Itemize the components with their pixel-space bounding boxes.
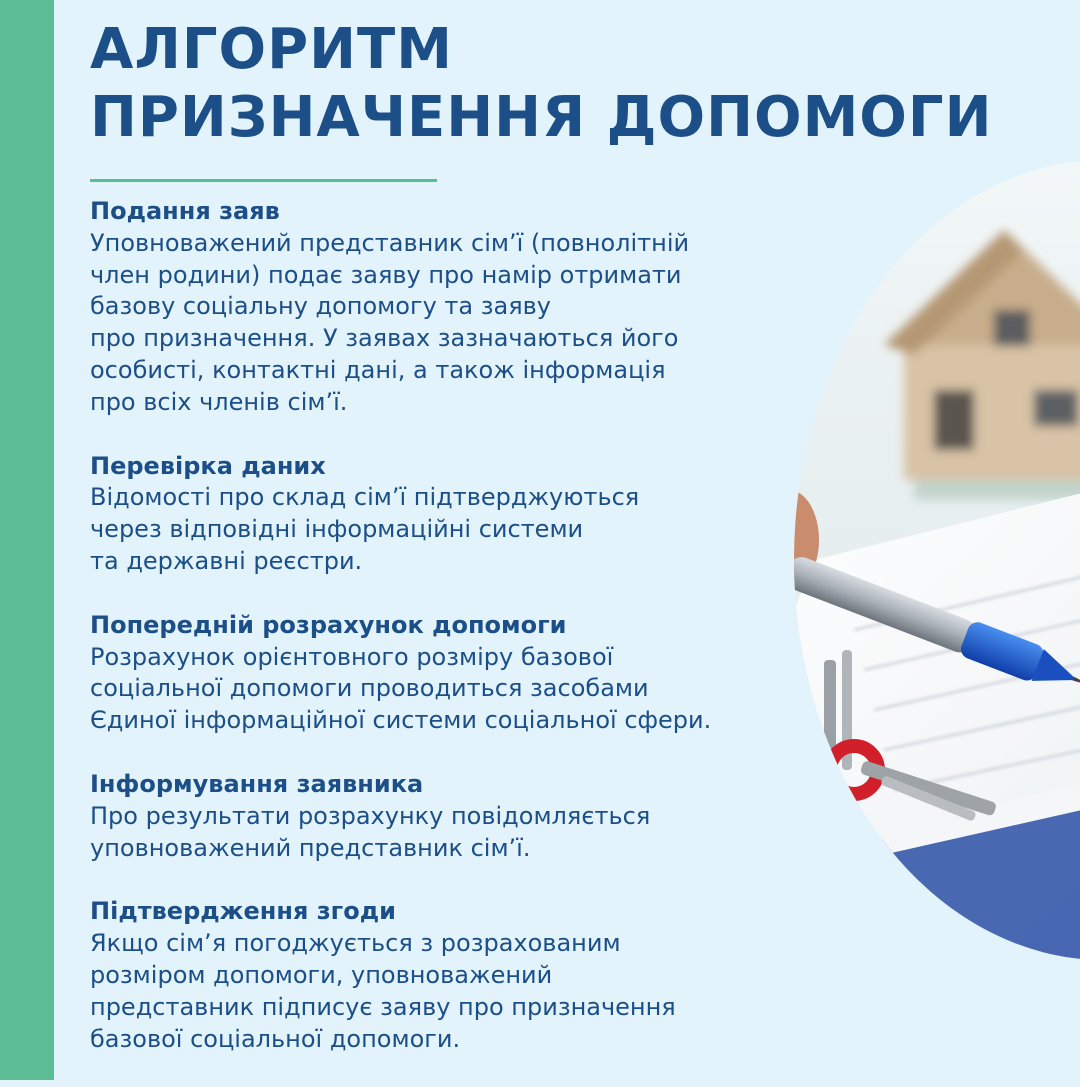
house-pen-keys-photo [794, 160, 1080, 960]
step-description [90, 801, 790, 865]
step-line: та державні реєстри. [90, 546, 363, 575]
step-line: розміром допомоги, уповноважений [90, 960, 553, 989]
step-line: особисті, контактні дані, а також інформація [90, 355, 666, 384]
step-heading: Попередній розрахунок допомоги [90, 610, 567, 639]
step-line: член родини) подає заяву про намір отримати [90, 260, 682, 289]
step-line: Єдиної інформаційної системи соціальної сфери. [90, 706, 712, 735]
step-heading: Підтвердження згоди [90, 897, 396, 926]
step-description [90, 928, 790, 1055]
step-line: представник підписує заяву про призначення [90, 992, 676, 1021]
step-line: соціальної допомоги проводиться засобами [90, 674, 649, 703]
step-line: про всіх членів сім’ї. [90, 387, 348, 416]
step-line: базову соціальну допомогу та заяву [90, 292, 551, 321]
step-heading: Подання заяв [90, 197, 280, 225]
page-title [90, 16, 992, 152]
step-line: уповноважений представник сім’ї. [90, 833, 531, 862]
step-line: базової соціальної допомоги. [90, 1024, 461, 1053]
step-description [90, 228, 790, 419]
step-applicant-notification [90, 769, 790, 864]
step-line: Уповноважений представник сім’ї (повнолітній [90, 228, 690, 257]
step-line: Якщо сім’я погоджується з розрахованим [90, 929, 621, 958]
step-heading: Перевірка даних [90, 451, 326, 480]
title-line-2: ПРИЗНАЧЕННЯ ДОПОМОГИ [90, 85, 993, 150]
step-description [90, 642, 790, 737]
step-preliminary-calculation [90, 610, 790, 737]
step-line: Відомості про склад сім’ї підтверджуються [90, 483, 640, 512]
step-line: про призначення. У заявах зазначаються його [90, 324, 679, 353]
step-line: через відповідні інформаційні системи [90, 515, 584, 544]
step-data-verification [90, 451, 790, 578]
step-line: Про результати розрахунку повідомляється [90, 801, 651, 830]
step-line: Розрахунок орієнтовного розміру базової [90, 642, 614, 671]
title-line-1: АЛГОРИТМ [90, 17, 453, 82]
step-consent-confirmation [90, 896, 790, 1055]
steps-list [90, 196, 790, 1087]
accent-bar [0, 0, 54, 1080]
step-description [90, 482, 790, 577]
title-underline [90, 179, 437, 182]
step-heading: Інформування заявника [90, 769, 424, 798]
step-submit-applications [90, 196, 790, 419]
